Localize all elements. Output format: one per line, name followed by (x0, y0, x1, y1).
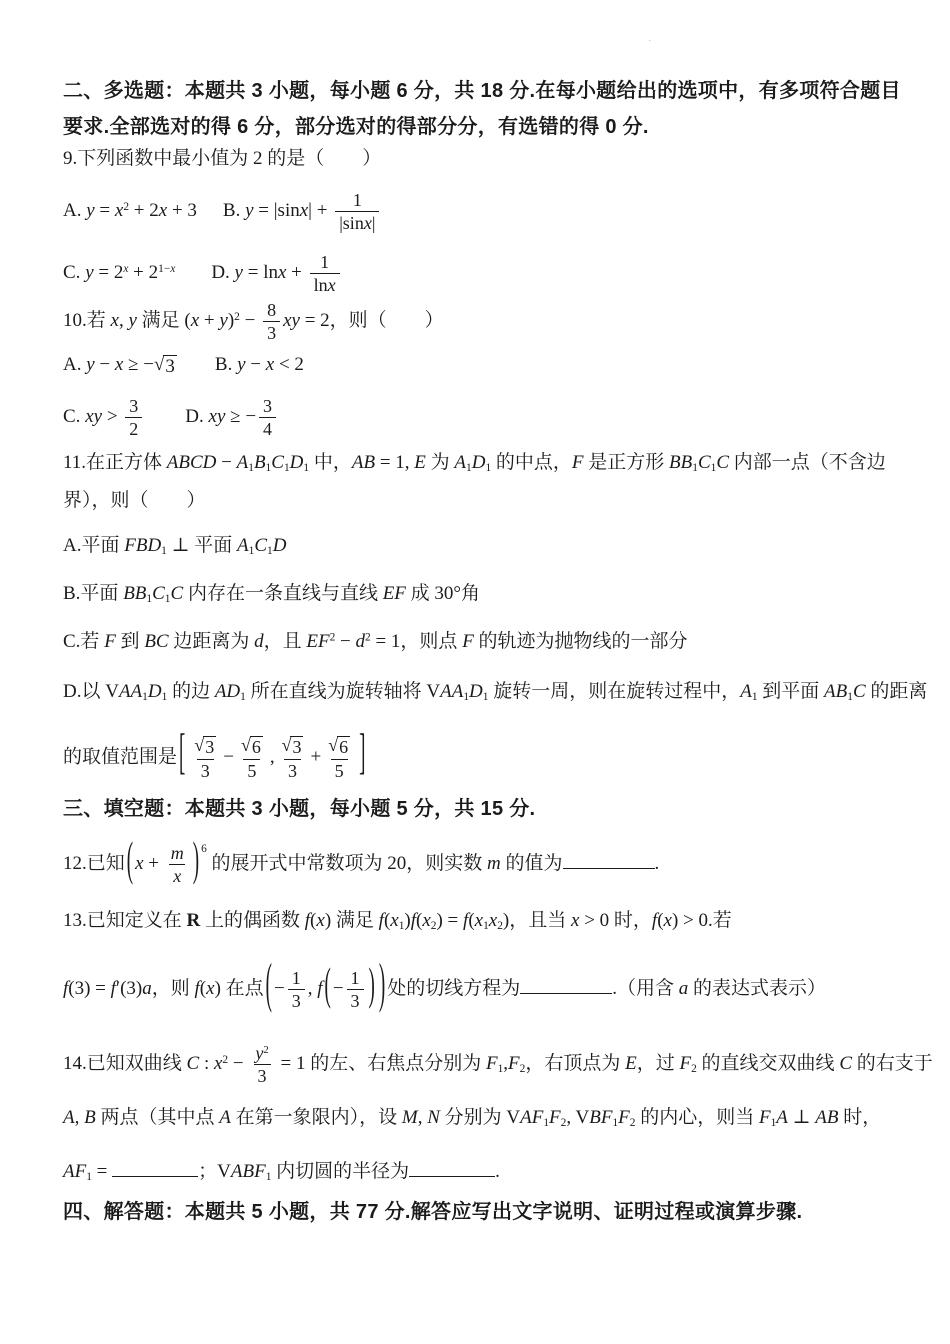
answer-blank (112, 1156, 198, 1177)
section3-header: 三、填空题：本题共 3 小题，每小题 5 分，共 15 分. (63, 798, 536, 820)
q14-stem-line2: A, B 两点（其中点 A 在第一象限内），设 M, N 分别为 $VAF_1F_2$, $VBF_1F_2$ 的内心，则当 $F_1A$ ⊥ AB 时， (63, 1107, 882, 1129)
q11-option-d-line1: D.以 $VAA_1D_1$ 的边 $AD_1$ 所在直线为旋转轴将 $VAA_1D_1$ 旋转一周，则在旋转过程中，$A_1$ 到平面 $AB_1C$ 的距离 (63, 681, 928, 703)
q10-options-ab: A. y − x ≥ − √ 3 B. y − x < 2 (63, 354, 304, 377)
q11-stem-line2: 界），则（ ） (63, 490, 206, 511)
section2-header-line1: 二、多选题：本题共 3 小题，每小题 6 分，共 18 分.在每小题给出的选项中，有多项符合题目 (63, 80, 901, 102)
scan-artifact-dot: · (648, 36, 652, 47)
q9-options-cd: C. $y = 2^x + 2^{1-x}$ D. y = lnx + $\frac{1}{\ln x}$ (63, 252, 343, 295)
q10-stem: 10.若 x, y 满足 $(x + y)^2$ − $\frac{8}{3}$ xy = 2，则（ ） (63, 300, 444, 344)
q13-stem-line1: 13.已知定义在 R 上的偶函数 f(x) 满足 $f(x_1)f(x_2) = f(x_1x_2)$，且当 x > 0 时，f(x) > 0.若 (63, 910, 732, 932)
q12-stem: 12.已知 ( x + $\frac{m}{x}$ ) $^6$ 的展开式中常数项为 20，则实数 m 的值为 . (63, 834, 660, 888)
q11-stem-line1: 11.在正方体 ABCD − $A_1B_1C_1D_1$ 中，AB = 1, E 为 $A_1D_1$ 的中点，F 是正方形 $BB_1C_1C$ 内部一点（不含边 (63, 452, 886, 474)
q13-stem-line2: f(3) = f′(3)a，则 f(x) 在点 ( − $\frac{1}{3}$ , f ( − $\frac{1}{3}$ ) ) 处的切线方程为 .（用含 a 的表达式表示） (63, 954, 826, 1016)
q9-options-ab: A. $y = x^2 + 2x + 3$ B. y = |sinx| + $\frac{1}{|\sin x|}$ (63, 190, 382, 233)
answer-blank (409, 1156, 495, 1177)
q11-option-b: B.平面 $BB_1C_1C$ 内存在一条直线与直线 EF 成 30°角 (63, 583, 481, 605)
section4-header: 四、解答题：本题共 5 小题，共 77 分.解答应写出文字说明、证明过程或演算步骤. (63, 1201, 803, 1223)
answer-blank (520, 973, 612, 994)
q14-stem-line1: 14.已知双曲线 C : $x^2$ − $\frac{y^2}{3}$ = 1 的左、右焦点分别为 $F_1,F_2$，右顶点为 E，过 $F_2$ 的直线交双曲线 C 的右支于 (63, 1043, 933, 1087)
q9-stem: 9.下列函数中最小值为 2 的是（ ） (63, 148, 382, 169)
q14-stem-line3: $AF_1$ = ；$VABF_1$ 内切圆的半径为 . (63, 1156, 500, 1185)
q11-option-c: C.若 F 到 BC 边距离为 d，且 $EF^2 - d^2 = 1$，则点 F 的轨迹为抛物线的一部分 (63, 631, 688, 652)
q10-options-cd: C. xy > $\frac{3}{2}$ D. xy ≥ − $\frac{3}{4}$ (63, 396, 279, 439)
section2-header-line2: 要求.全部选对的得 6 分，部分选对的得部分分，有选错的得 0 分. (63, 116, 649, 138)
answer-blank (563, 848, 655, 869)
q11-option-d-line2: 的取值范围是 [ √ 3 3 − √ 6 5 , √ 3 3 + √ 6 5 ] (63, 726, 366, 782)
q11-option-a: A.平面 $FBD_1$ ⊥ 平面 $A_1C_1D$ (63, 535, 287, 557)
